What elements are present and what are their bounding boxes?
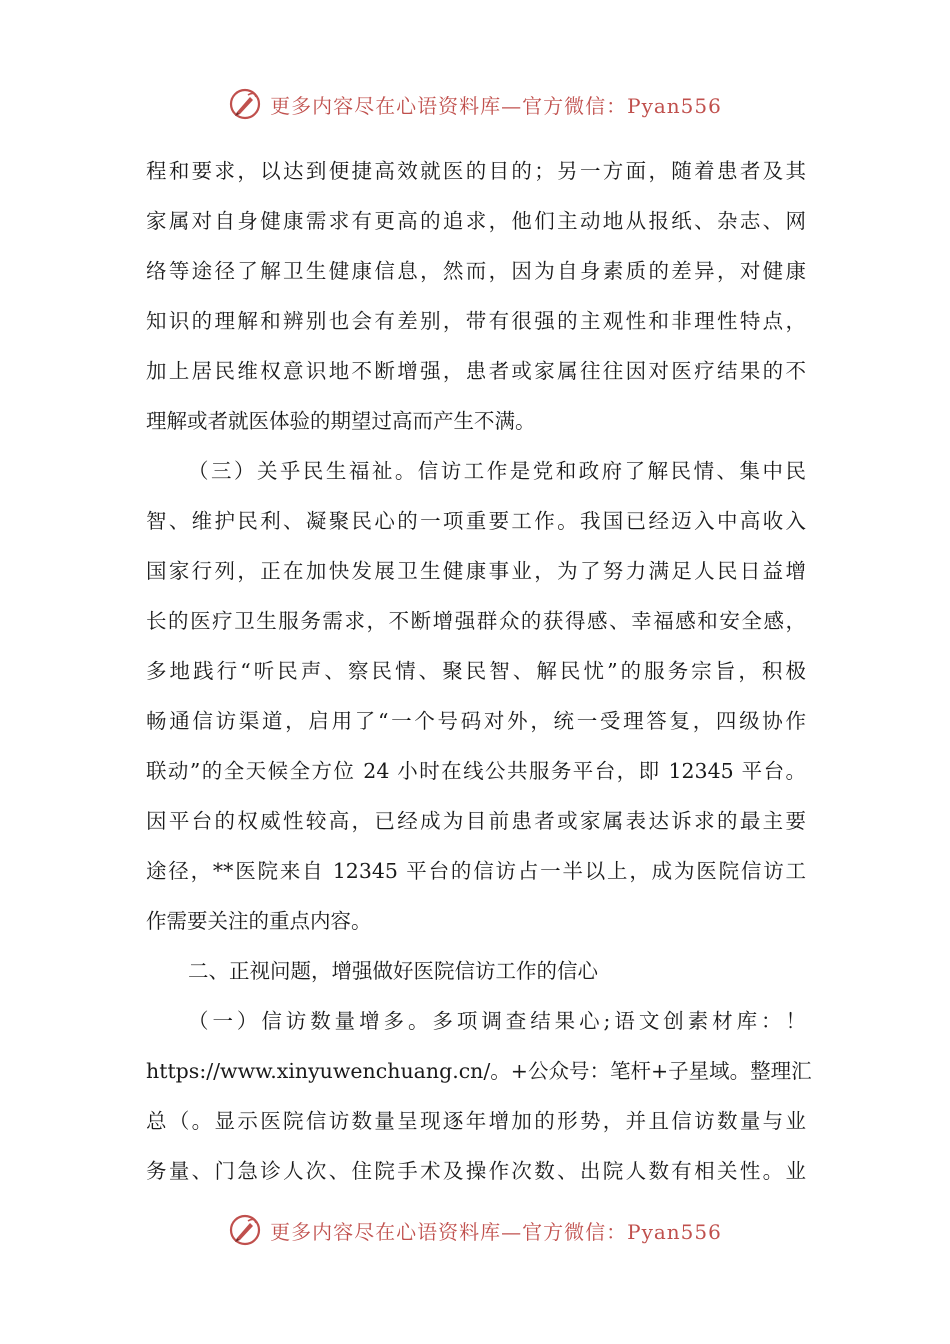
text-line: 长的医疗卫生服务需求，不断增强群众的获得感、幸福感和安全感， [146, 609, 806, 633]
text-line: 程和要求，以达到便捷高效就医的目的；另一方面，随着患者及其 [146, 159, 806, 183]
text-line: 途径，**医院来自 12345 平台的信访占一半以上，成为医院信访工 [146, 859, 806, 883]
text-line: 因平台的权威性较高，已经成为目前患者或家属表达诉求的最主要 [146, 809, 806, 833]
text-line: https://www.xinyuwenchuang.cn/。+公众号：笔杆+子星域。整理汇 [146, 1059, 812, 1083]
text-line: 作需要关注的重点内容。 [146, 909, 372, 933]
pen-logo-icon [228, 87, 262, 121]
text-line: （一）信访数量增多。多项调查结果心;语文创素材库：！ [188, 1009, 806, 1033]
text-line: 务量、门急诊人次、住院手术及操作次数、出院人数有相关性。业 [146, 1159, 806, 1183]
text-line: 畅通信访渠道，启用了“一个号码对外，统一受理答复，四级协作 [146, 709, 806, 733]
text-line: 国家行列，正在加快发展卫生健康事业，为了努力满足人民日益增 [146, 559, 806, 583]
header-banner-text: 更多内容尽在心语资料库—官方微信：Pyan556 [270, 93, 722, 118]
section-heading: 二、正视问题，增强做好医院信访工作的信心 [188, 959, 598, 983]
text-line: 知识的理解和辨别也会有差别，带有很强的主观性和非理性特点， [146, 309, 806, 333]
header-banner [0, 82, 950, 126]
footer-banner [0, 1208, 950, 1252]
text-line: （三）关乎民生福祉。信访工作是党和政府了解民情、集中民 [188, 459, 806, 483]
pen-logo-icon [228, 1213, 262, 1247]
text-line: 智、维护民利、凝聚民心的一项重要工作。我国已经迈入中高收入 [146, 509, 806, 533]
footer-banner-text: 更多内容尽在心语资料库—官方微信：Pyan556 [270, 1219, 722, 1244]
text-line: 联动”的全天候全方位 24 小时在线公共服务平台，即 12345 平台。 [146, 759, 806, 783]
text-line: 总（。显示医院信访数量呈现逐年增加的形势，并且信访数量与业 [146, 1109, 806, 1133]
text-line: 多地践行“听民声、察民情、聚民智、解民忧”的服务宗旨，积极 [146, 659, 806, 683]
document-body [146, 146, 812, 1196]
text-line: 理解或者就医体验的期望过高而产生不满。 [146, 409, 536, 433]
text-line: 加上居民维权意识地不断增强，患者或家属往往因对医疗结果的不 [146, 359, 806, 383]
text-line: 络等途径了解卫生健康信息，然而，因为自身素质的差异，对健康 [146, 259, 806, 283]
text-line: 家属对自身健康需求有更高的追求，他们主动地从报纸、杂志、网 [146, 209, 806, 233]
